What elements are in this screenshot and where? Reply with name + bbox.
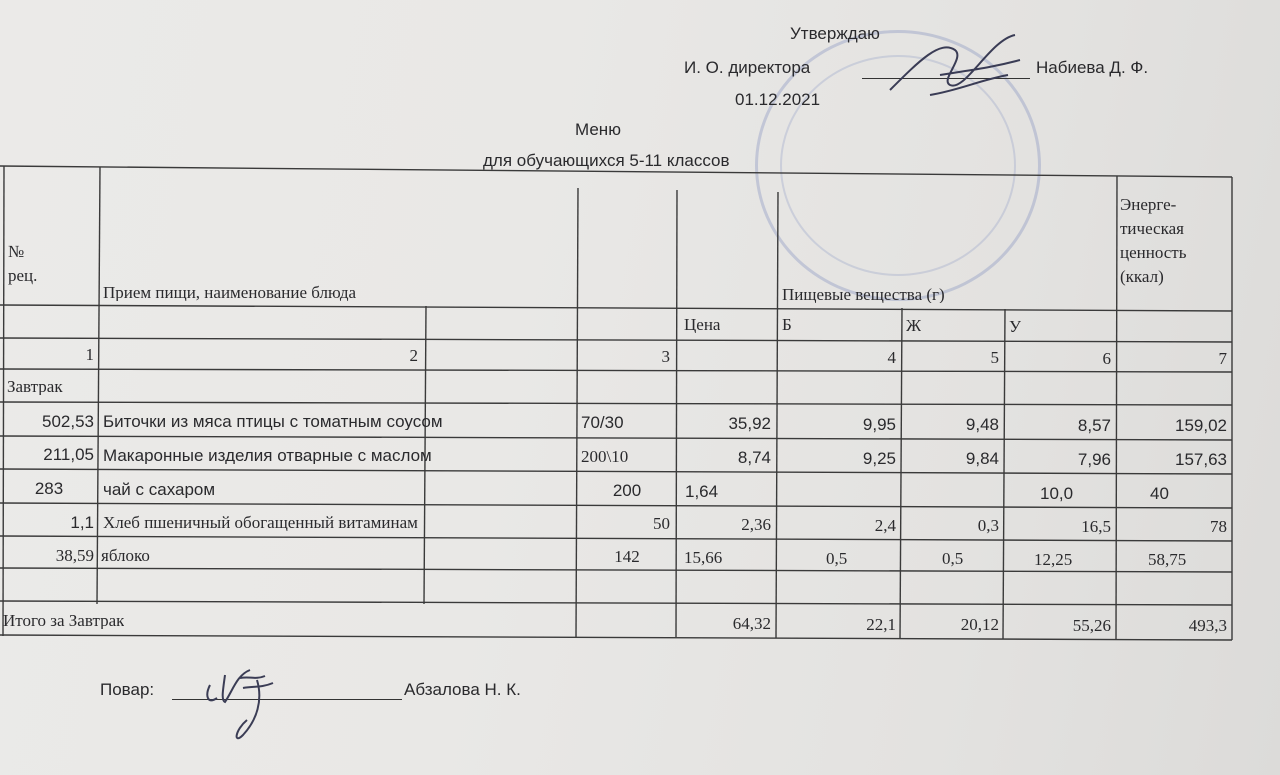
menu-title: Меню: [575, 120, 621, 139]
nutrients-header: Пищевые вещества (г): [782, 286, 945, 303]
dish-kcal: 159,02: [1175, 417, 1227, 434]
rec-no: 283: [34, 480, 64, 497]
dish-protein: 9,95: [862, 416, 896, 433]
dish-price: 15,66: [684, 549, 723, 566]
dish-price: 35,92: [728, 415, 771, 432]
column-number: 1: [85, 346, 94, 363]
dish-fat: 9,48: [965, 416, 999, 433]
fat-header: Ж: [906, 317, 922, 334]
dish-protein: 2,4: [874, 517, 896, 534]
rec-no: 502,53: [42, 413, 94, 430]
dish-name: Хлеб пшеничный обогащенный витаминам: [103, 514, 418, 531]
dish-kcal: 58,75: [1148, 551, 1187, 568]
dish-fat: 0,5: [942, 550, 964, 567]
total-protein: 22,1: [866, 616, 896, 633]
approval-title: Утверждаю: [790, 24, 880, 43]
dish-carbs: 10,0: [1040, 485, 1074, 502]
dish-weight: 70/30: [581, 414, 624, 431]
dish-kcal: 157,63: [1175, 451, 1227, 468]
director-name: Набиева Д. Ф.: [1036, 58, 1149, 77]
cook-label: Повар:: [100, 680, 155, 699]
dish-carbs: 7,96: [1077, 451, 1111, 468]
column-number: 3: [661, 348, 670, 365]
dish-kcal: 40: [1150, 485, 1169, 502]
total-fat: 20,12: [960, 616, 999, 633]
rec-no: 211,05: [43, 446, 94, 463]
dish-kcal: 78: [1210, 518, 1227, 535]
dish-carbs: 12,25: [1034, 551, 1073, 568]
total-kcal: 493,3: [1188, 617, 1227, 634]
dish-weight: 200\10: [581, 448, 629, 465]
dish-name: Биточки из мяса птицы с томатным соусом: [103, 413, 443, 430]
meal-name-header: Прием пищи, наименование блюда: [103, 284, 357, 301]
dish-name: Макаронные изделия отварные с маслом: [103, 447, 432, 464]
dish-protein: 0,5: [826, 550, 848, 567]
rec-no-header: № рец.: [8, 242, 38, 285]
section-breakfast: Завтрак: [7, 378, 63, 395]
dish-fat: 9,84: [965, 450, 999, 467]
rec-no: 38,59: [55, 547, 94, 564]
total-label: Итого за Завтрак: [3, 612, 125, 629]
dish-price: 1,64: [685, 483, 719, 500]
price-header: Цена: [684, 316, 721, 333]
protein-header: Б: [782, 316, 792, 333]
cook-name: Абзалова Н. К.: [404, 680, 521, 699]
carbs-header: У: [1009, 318, 1022, 335]
dish-weight: 200: [612, 482, 642, 499]
total-price: 64,32: [732, 615, 771, 632]
column-number: 4: [887, 349, 896, 366]
dish-weight: 50: [653, 515, 670, 532]
column-number: 6: [1102, 350, 1111, 367]
dish-fat: 0,3: [977, 517, 999, 534]
dish-weight: 142: [614, 548, 640, 565]
dish-carbs: 8,57: [1077, 417, 1111, 434]
total-carbs: 55,26: [1072, 617, 1111, 634]
energy-header: Энерге- тическая ценность (ккал): [1120, 195, 1187, 286]
dish-name: яблоко: [101, 547, 150, 564]
dish-protein: 9,25: [862, 450, 896, 467]
dish-carbs: 16,5: [1081, 518, 1111, 535]
cook-signature-icon: [195, 650, 295, 750]
dish-price: 2,36: [741, 516, 771, 533]
approval-date: 01.12.2021: [735, 90, 821, 109]
approval-position: И. О. директора: [684, 58, 811, 77]
menu-subtitle: для обучающихся 5-11 классов: [483, 151, 730, 170]
column-number: 5: [990, 349, 999, 366]
column-number: 7: [1218, 350, 1227, 367]
dish-price: 8,74: [737, 449, 771, 466]
dish-name: чай с сахаром: [103, 481, 216, 498]
rec-no: 1,1: [70, 514, 94, 531]
column-number: 2: [409, 347, 418, 364]
